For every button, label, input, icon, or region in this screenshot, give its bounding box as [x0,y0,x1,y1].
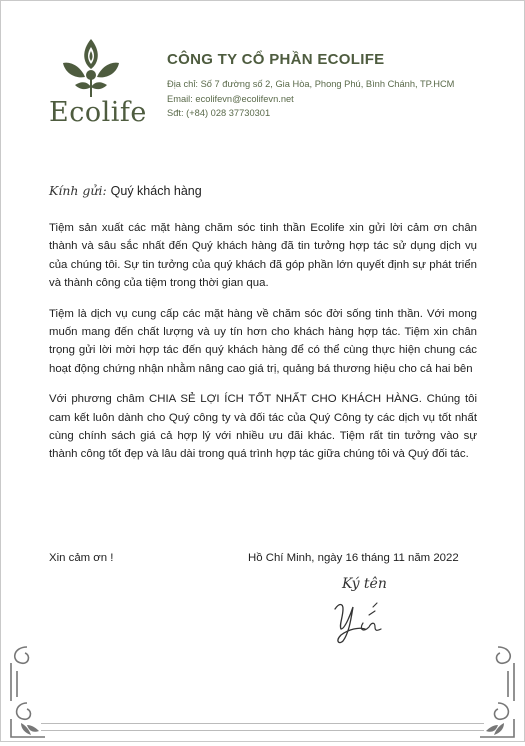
company-address: Địa chỉ: Số 7 đường số 2, Gia Hòa, Phong Phú, Bình Chánh, TP.HCM [167,79,455,89]
bottom-border [41,723,484,731]
closing-thanks: Xin cảm ơn ! [49,552,114,564]
paragraph-2: Tiệm là dịch vụ cung cấp các mặt hàng về chăm sóc đời sống tinh thần. Với mong muốn mang đến chất lượng và uy tín hơn cho khách hàng hợp tác. Tiệm xin chân trọng gửi lời mời hợp tác đến quý khách hàng để có thể cùng thực hiện chung các hoạt động chứng nhận nhằm nâng cao giá trị, quảng bá thương hiệu cho cả hai bên [49,307,477,375]
greeting-label: Kính gửi: [49,183,111,198]
company-phone: Sđt: (+84) 028 37730301 [167,108,271,118]
sign-label: Ký tên [342,576,387,592]
paragraph-1: Tiệm sản xuất các mặt hàng chăm sóc tinh thần Ecolife xin gửi lời cảm ơn chân thành và sâu sắc nhất đến Quý khách hàng đã tin tưởng hợp tác sử dụng dịch vụ của chúng tôi. Sự tin tưởng của quý khách đã góp phần lớn quyết định sự phát triển và thành công của tiệm trong thời gian qua. [49,222,477,290]
paragraph-3: Với phương châm CHIA SẺ LỢI ÍCH TỐT NHẤT CHO KHÁCH HÀNG. Chúng tôi cam kết luôn dành cho Quý công ty và đối tác của Quý Công ty các dịch vụ tốt nhất cùng chính sách giá cả hợp lý với nhiều ưu đãi khác. Tiệm rất tin tưởng vào sự thành công tốt đẹp và lâu dài trong quá trình hợp tác giữa chúng tôi và Quý đối tác. [49,393,477,461]
brand-wordmark: Ecolife [49,97,147,128]
company-name: CÔNG TY CỔ PHẦN ECOLIFE [167,51,385,68]
company-email: Email: ecolifevn@ecolifevn.net [167,93,294,104]
letter-body [49,219,477,476]
greeting-recipient: Quý khách hàng [110,184,202,198]
greeting [49,183,202,198]
company-info [167,51,454,121]
place-date: Hồ Chí Minh, ngày 16 tháng 11 năm 2022 [248,552,459,564]
handwritten-signature [329,599,399,650]
